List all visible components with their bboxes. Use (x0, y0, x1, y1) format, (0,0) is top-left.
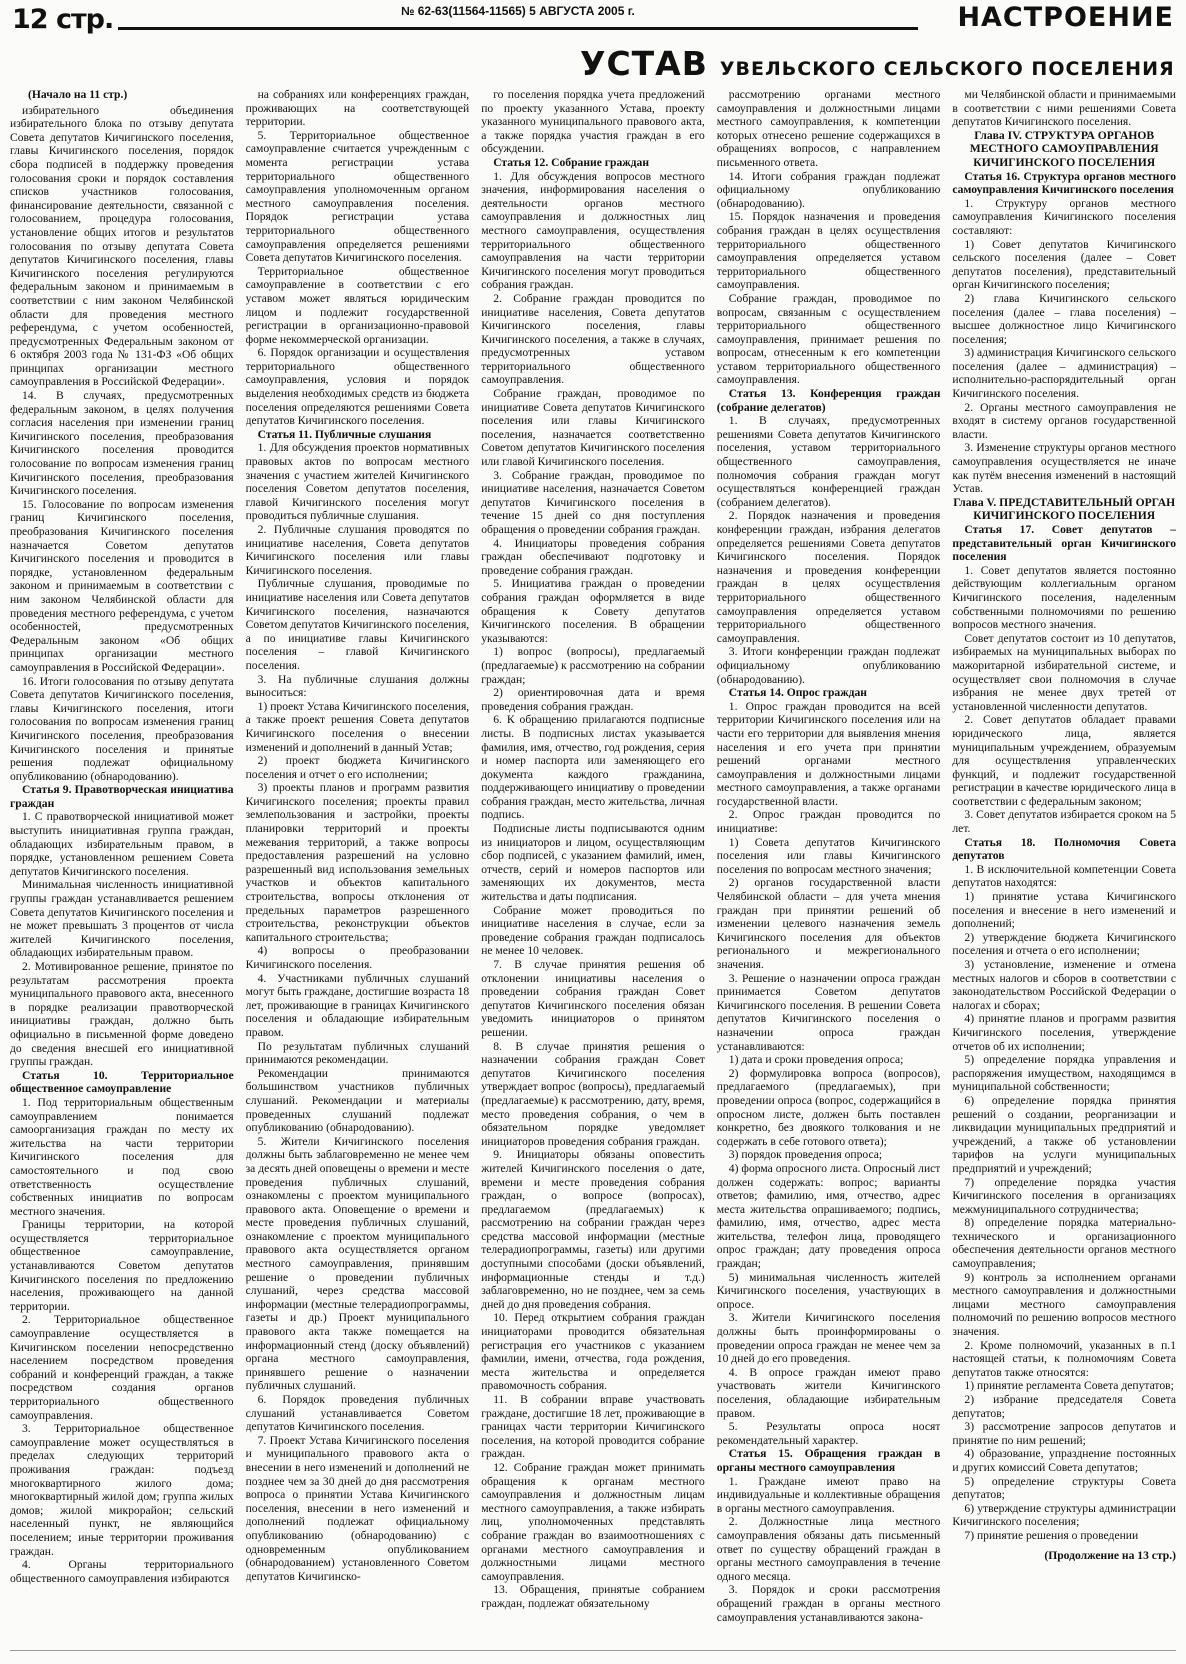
paragraph: 2. Порядок назначения и проведения конференции граждан, избрания делегатов определяется решениями Совета депутатов Кичигинского поселения. Порядок назначения и проведения конференции граждан в целях осуществления территориального общественного самоуправления определяется уставом территориального общественного самоуправления. (716, 509, 941, 645)
paragraph: 2. Совет депутатов обладает правами юридического лица, является муниципальным учреждением, образуемым для осуществления управленческих функций, и подлежит государственной регистрации в качестве юридического лица в соответствии с федеральным законом; (952, 713, 1176, 808)
paragraph: 2) ориентировочная дата и время проведения собрания граждан. (481, 686, 705, 713)
paragraph: 3. Порядок и сроки рассмотрения обращений граждан в органы местного самоуправления устанавливаются закона- (716, 1583, 941, 1624)
page-header (0, 0, 1186, 40)
paragraph: Территориальное общественное самоуправление в соответствии с его уставом может являться юридическим лицом и подлежит государственной регистрации в организационно-правовой форме некоммерческой организации. (245, 264, 470, 346)
header-rule (118, 27, 918, 30)
paragraph: 2. Органы местного самоуправления не входят в систему органов государственной власти. (952, 400, 1176, 441)
paragraph: 3) администрация Кичигинского сельского поселения (далее – администрация) – исполнительно-распорядительный орган Кичигинского поселения. (952, 346, 1176, 401)
paragraph: 5) определение структуры Совета депутатов; (952, 1474, 1176, 1502)
paragraph: 4. Органы территориального общественного самоуправления избираются (10, 1558, 234, 1585)
paragraph: 14. В случаях, предусмотренных федеральным законом, в целях получения согласия населения при изменении границ Кичигинского поселения, преобразования Кичигинского поселения проводится голосование по вопросам изменения границ Кичигинского поселения, преобразования Кичигинского поселения. (10, 389, 234, 498)
paragraph: 3. Жители Кичигинского поселения должны быть проинформированы о проведении опроса граждан не менее чем за 10 дней до его проведения. (716, 1311, 941, 1366)
paragraph: 2) проект бюджета Кичигинского поселения и отчет о его исполнении; (245, 754, 470, 781)
section-title: НАСТРОЕНИЕ (957, 2, 1174, 33)
paragraph: 5. Жители Кичигинского поселения должны быть заблаговременно не менее чем за десять дней оповещены о времени и месте проведения публичных слушаний, ознакомлены с проектом муниципального правового акта. Оповещение о времени и месте проведения публичных слушаний, ознакомление с проектом муниципального правового акта осуществляется органом местного самоуправления, принявшим решение о проведении публичных слушаний, через средства массовой информации (местные телерадиопрограммы, газеты и др.) Проект муниципального правового акта также помещается на информационный стенд (доску объявлений) органа местного самоуправления, принявшего решение о назначении публичных слушаний. (245, 1134, 470, 1393)
paragraph: избирательного объединения избирательного блока по отзыву депутата Совета депутатов Кичигинского поселения, главы Кичигинского поселения, порядок сбора подписей в поддержку проведения голосования сроки и порядок составления списков участников голосования, финансирование деятельности, связанной с голосованием, процедура голосования, установление общих итогов и результатов голосования по отзыву депутата Совета депутатов Кичигинского поселения, главы Кичигинского поселения регулируются федеральным законом и принимаемым в соответствии с ним законом Челябинской области для проведения местного референдума, с учетом особенностей, предусмотренных Федеральным законом от 6 октября 2003 года № 131-ФЗ «Об общих принципах организации местного самоуправления в Российской Федерации». (10, 103, 234, 389)
chapter-heading: Глава IV. СТРУКТУРА ОРГАНОВ МЕСТНОГО САМОУПРАВЛЕНИЯ КИЧИГИНСКОГО ПОСЕЛЕНИЯ (969, 128, 1159, 169)
paragraph: 1) вопрос (вопросы), предлагаемый (предлагаемые) к рассмотрению на собрании граждан; (481, 645, 705, 686)
paragraph: 8) определение порядка материально-технического и организационного обеспечения деятельности органов местного самоуправления; (952, 1216, 1176, 1271)
article-columns (10, 88, 1176, 1648)
text-column-4 (717, 88, 941, 1648)
paragraph: 12. Собрание граждан может принимать обращения к органам местного самоуправления и должностным лицам местного самоуправления, а также избирать лиц, уполномоченных представлять собрание граждан во взаимоотношениях с органами местного самоуправления и должностными лицами местного самоуправления. (481, 1460, 705, 1583)
paragraph: 7) определение порядка участия Кичигинского поселения в организациях межмуниципального сотрудничества; (952, 1175, 1176, 1216)
text-column-2 (246, 88, 470, 1648)
paragraph: 1. Структуру органов местного самоуправления Кичигинского поселения составляют: (952, 196, 1176, 237)
paragraph: 2. Мотивированное решение, принятое по результатам рассмотрения проекта муниципального правового акта, внесенного в порядке реализации правотворческой инициативы граждан, должно быть официально в письменной форме доведено до сведения внесшей его инициативной группы граждан. (10, 960, 234, 1069)
paragraph: 2) глава Кичигинского сельского поселения (далее – глава поселения) – высшее должностное лицо Кичигинского поселения; (952, 291, 1176, 346)
paragraph: 1. Для обсуждения вопросов местного значения, информирования населения о деятельности органов местного самоуправления и должностных лиц местного самоуправления, осуществления территориального общественного самоуправления на части территории Кичигинского поселения могут проводиться собрания граждан. (481, 169, 705, 292)
paragraph: 4. Инициаторы проведения собрания граждан обеспечивают подготовку и проведение собрания граждан. (481, 536, 705, 577)
paragraph: 1. Граждане имеют право на индивидуальные и коллективные обращения в органы местного самоуправления. (716, 1474, 941, 1515)
headline-rest: УВЕЛЬСКОГО СЕЛЬСКОГО ПОСЕЛЕНИЯ (719, 58, 1175, 80)
paragraph: 1) принятие устава Кичигинского поселения и внесение в него изменений и дополнений; (952, 890, 1176, 931)
article-headline (580, 44, 1176, 83)
article-heading: Статья 12. Собрание граждан (493, 155, 650, 169)
page-number: 12 стр. (12, 4, 114, 35)
paragraph: 3) установление, изменение и отмена местных налогов и сборов в соответствии с законодательством Российской Федерации о налогах и сборах; (952, 958, 1176, 1012)
paragraph: Собрание граждан, проводимое по инициативе Совета депутатов Кичигинского поселения или главы Кичигинского поселения, назначается соответственно Советом депутатов Кичигинского поселения или главой Кичигинского поселения. (481, 387, 705, 469)
paragraph: Границы территории, на которой осуществляется территориальное общественное самоуправление, устанавливаются Советом депутатов Кичигинского поселения по предложению населения, проживающего на данной территории. (10, 1218, 234, 1313)
text-column-3 (481, 88, 705, 1648)
paragraph: 3. Решение о назначении опроса граждан принимается Советом депутатов Кичигинского поселения. В решении Совета депутатов Кичигинского поселения о назначении опроса граждан устанавливаются: (716, 971, 941, 1053)
paragraph: 15. Порядок назначения и проведения собрания граждан в целях осуществления территориального общественного самоуправления определяется уставом территориального общественного самоуправления. (716, 210, 941, 292)
paragraph: 14. Итоги собрания граждан подлежат официальному опубликованию (обнародованию). (716, 169, 941, 210)
paragraph: 6) определение порядка принятия решений о создании, реорганизации и ликвидации муниципальных предприятий и учреждений, а также об установлении тарифов на услуги муниципальных предприятий и учреждений; (952, 1093, 1176, 1175)
paragraph: Минимальная численность инициативной группы граждан устанавливается решением Совета депутатов Кичигинского поселения и не может превышать 3 процентов от числа жителей Кичигинского поселения, обладающих избирательным правом. (10, 878, 234, 960)
article-heading: Статья 13. Конференция граждан (собрание делегатов) (716, 387, 941, 414)
paragraph: го поселения порядка учета предложений по проекту указанного Устава, проекту указанного муниципального правового акта, а также порядка участия граждан в его обсуждении. (481, 88, 705, 156)
paragraph: 3) порядок проведения опроса; (728, 1148, 883, 1162)
paragraph: 2) формулировка вопроса (вопросов), предлагаемого (предлагаемых), при проведении опроса (вопрос, содержащийся в опросном листе, должен быть поставлен конкретно, без двоякого толкования и не содержать в себе готового ответа); (716, 1066, 941, 1148)
paragraph: Подписные листы подписываются одним из инициаторов и лицом, осуществляющим сбор подписей, с указанием фамилий, имен, отчеств, серий и номеров паспортов или заменяющих их документов, места жительства и даты подписания. (481, 822, 705, 904)
paragraph: рассмотрению органами местного самоуправления и должностными лицами местного самоуправления, к компетенции которых отнесено решение содержащихся в обращениях вопросов, с направлением письменного ответа. (716, 88, 941, 169)
paragraph: 2. Публичные слушания проводятся по инициативе населения, Совета депутатов Кичигинского поселения или главы Кичигинского поселения. (245, 523, 470, 577)
paragraph: 1. Опрос граждан проводится на всей территории Кичигинского поселения или на части его территории для выявления мнения населения и его учета при принятии решений органами местного самоуправления и должностными лицами местного самоуправления, а также органами государственной власти. (716, 699, 941, 808)
paragraph: 10. Перед открытием собрания граждан инициаторами проводится обязательная регистрация его участников с указанием фамилии, имени, отчества, года рождения, места жительства и определяется правомочность собрания. (481, 1311, 705, 1393)
article-heading: Статья 15. Обращения граждан в органы местного самоуправления (716, 1447, 941, 1474)
paragraph: Совет депутатов состоит из 10 депутатов, избираемых на муниципальных выборах по мажоритарной избирательной системе, и осуществляет свои полномочия в случае избрания не менее двух третей от установленной численности депутатов. (952, 631, 1176, 713)
paragraph: 1. В случаях, предусмотренных решениями Совета депутатов Кичигинского поселения, уставом территориального общественного самоуправления, полномочия собрания граждан могут осуществляться конференцией граждан (собранием делегатов). (716, 414, 941, 509)
article-heading: Статья 14. Опрос граждан (728, 686, 867, 700)
paragraph: 6) утверждение структуры администрации Кичигинского поселения; (952, 1501, 1176, 1529)
text-column-5 (952, 88, 1176, 1648)
paragraph: Собрание граждан, проводимое по вопросам, связанным с осуществлением территориального общественного самоуправления, принимает решения по вопросам, отнесенным к его компетенции уставом территориального общественного самоуправления. (716, 291, 941, 387)
paragraph: 3. Итоги конференции граждан подлежат официальному опубликованию (обнародованию). (716, 645, 941, 686)
paragraph: 6. Порядок организации и осуществления территориального общественного самоуправления, условия и порядок выделения необходимых средств из бюджета поселения определяются решениями Совета депутатов Кичигинского поселения. (245, 346, 470, 428)
paragraph: По результатам публичных слушаний принимаются рекомендации. (245, 1039, 470, 1067)
paragraph: Рекомендации принимаются большинством участников публичных слушаний. Рекомендации и материалы проведенных слушаний подлежат опубликованию (обнародованию). (245, 1066, 470, 1135)
article-heading: Статья 11. Публичные слушания (257, 427, 432, 441)
paragraph: 3. Собрание граждан, проводимое по инициативе населения, назначается Советом депутатов Кичигинского поселения в течение 15 дней со дня поступления обращения о проведении собрания граждан. (481, 468, 705, 536)
paragraph: 3. Территориальное общественное самоуправление может осуществляться в пределах следующих территорий проживания граждан: подъезд многоквартирного жилого дома; многоквартирный жилой дом; группа жилых домов; жилой микрорайон; сельский населенный пункт, не являющийся поселением; иные территории проживания граждан. (10, 1422, 234, 1558)
article-heading: Статья 16. Структура органов местного самоуправления Кичигинского поселения (952, 169, 1176, 197)
paragraph: 3. Совет депутатов избирается сроком на 5 лет. (952, 808, 1176, 836)
paragraph: 6. Порядок проведения публичных слушаний устанавливается Советом депутатов Кичигинского поселения. (245, 1393, 470, 1434)
paragraph: 5. Территориальное общественное самоуправление считается учрежденным с момента регистрации устава территориального общественного самоуправления уполномоченным органом местного самоуправления поселения. Порядок регистрации устава территориального общественного самоуправления определяется решениями Совета депутатов Кичигинского поселения. (245, 128, 470, 265)
headline-main: УСТАВ (580, 44, 708, 83)
paragraph: 2) избрание председателя Совета депутатов; (952, 1393, 1176, 1420)
paragraph: 1) Совета депутатов Кичигинского поселения или главы Кичигинского поселения по вопросам местного значения; (716, 835, 941, 876)
paragraph: 4) принятие планов и программ развития Кичигинского поселения, утверждение отчетов об их исполнении; (952, 1012, 1176, 1053)
paragraph: 2) утверждение бюджета Кичигинского поселения и отчета о его исполнении; (952, 930, 1176, 958)
paragraph: 1. Под территориальным общественным самоуправлением понимается самоорганизация граждан по месту их жительства на части территории Кичигинского поселения для самостоятельного и под свою ответственность осуществление собственных инициатив по вопросам местного значения. (10, 1095, 234, 1218)
paragraph: на собраниях или конференциях граждан, проживающих на соответствующей территории. (245, 88, 470, 129)
paragraph: 3) проекты планов и программ развития Кичигинского поселения; проекты правил землепользования и застройки, проекты планировки территорий и проекты межевания территорий, а также вопросы предоставления разрешений на условно разрешенный вид использования земельных участков и объектов капитального строительства, вопросы отклонения от предельных параметров разрешенного строительства, реконструкции объектов капитального строительства; (245, 781, 470, 944)
paragraph: 2. Территориальное общественное самоуправление осуществляется в Кичигинском поселении непосредственно населением посредством проведения собраний и конференций граждан, а также посредством создания органов территориального общественного самоуправления. (10, 1313, 234, 1422)
paragraph: 1) Совет депутатов Кичигинского сельского поселения (далее – Совет депутатов поселения), представительный орган Кичигинского поселения; (952, 237, 1176, 292)
paragraph: 3. Изменение структуры органов местного самоуправления осуществляется не иначе как путём внесения изменений в настоящий Устав. (952, 441, 1176, 496)
paragraph: 3) рассмотрение запросов депутатов и принятие по ним решений; (952, 1420, 1176, 1447)
paragraph: 7. Проект Устава Кичигинского поселения и муниципального правового акта о внесении в него изменений и дополнений не позднее чем за 30 дней до дня рассмотрения вопроса о принятии Устава Кичигинского поселения, внесении в него изменений и дополнений подлежат официальному опубликованию (обнародованию) с одновременным опубликованием (обнародованием) установленного Советом депутатов Кичигинско- (245, 1433, 470, 1583)
paragraph: 1) принятие регламента Совета депутатов; (964, 1379, 1174, 1393)
paragraph: 2. Должностные лица местного самоуправления обязаны дать письменный ответ по существу обращений граждан в органы местного самоуправления в течение одного месяца. (716, 1515, 941, 1583)
paragraph: 3. На публичные слушания должны выноситься: (245, 672, 470, 700)
footer-rule (10, 1650, 1176, 1651)
paragraph: 2) органов государственной власти Челябинской области – для учета мнения граждан при принятии решений об изменении целевого назначения земель Кичигинского поселения для объектов регионального и межрегионального значения. (716, 876, 941, 971)
article-heading: Статья 10. Территориальное общественное самоуправление (10, 1068, 234, 1096)
continuation-note: (Продолжение на 13 стр.) (1044, 1548, 1176, 1562)
paragraph: 4) форма опросного листа. Опросный лист должен содержать: вопрос; варианты ответов; фамилию, имя, отчество, адрес места жительства опрашиваемого; подпись, фамилию, имя, отчество, адрес места жительства, телефон лица, проводящего опрос граждан; дату проведения опроса граждан; (716, 1161, 941, 1271)
paragraph: 7. В случае принятия решения об отклонении инициативы населения о проведении собрания граждан Совет депутатов Кичигинского поселения обязан уведомить инициаторов о принятом решении. (481, 958, 705, 1039)
paragraph: ми Челябинской области и принимаемыми в соответствии с ними решениями Совета депутатов Кичигинского поселения. (952, 88, 1176, 129)
paragraph: 5) минимальная численность жителей Кичигинского поселения, участвующих в опросе. (716, 1270, 941, 1311)
paragraph: 2. Опрос граждан проводится по инициативе: (716, 808, 941, 836)
paragraph: 4) вопросы о преобразовании Кичигинского поселения. (245, 944, 470, 971)
paragraph: 2. Кроме полномочий, указанных в п.1 настоящей статьи, к полномочиям Совета депутатов также относятся: (952, 1338, 1176, 1379)
text-column-1 (10, 88, 234, 1648)
paragraph: 4. В опросе граждан имеют право участвовать жители Кичигинского поселения, обладающие избирательным правом. (716, 1365, 941, 1420)
article-heading: Статья 9. Правотворческая инициатива граждан (10, 783, 234, 810)
paragraph: 1) проект Устава Кичигинского поселения, а также проект решения Совета депутатов Кичигинского поселения о внесении изменений и дополнений в данный Устав; (245, 699, 470, 754)
article-heading: Статья 17. Совет депутатов – представительный орган Кичигинского поселения (952, 523, 1176, 564)
chapter-heading: Глава V. ПРЕДСТАВИТЕЛЬНЫЙ ОРГАН КИЧИГИНСКОГО ПОСЕЛЕНИЯ (953, 495, 1176, 523)
paragraph: 6. К обращению прилагаются подписные листы. В подписных листах указывается фамилия, имя, отчество, год рождения, серия и номер паспорта или заменяющего его документа каждого гражданина, поддерживающего инициативу о проведении собрания граждан, место жительства, личная подпись. (481, 713, 705, 822)
paragraph: 1. С правотворческой инициативой может выступить инициативная группа граждан, обладающих избирательным правом, в порядке, установленном решением Совета депутатов Кичигинского поселения. (10, 810, 234, 878)
paragraph: 15. Голосование по вопросам изменения границ Кичигинского поселения, преобразования Кичигинского поселения назначается Советом депутатов Кичигинского поселения и проводится в порядке, установленном федеральным законом и принимаемым в соответствии с ним законом Челябинской области для проведения местного референдума, с учетом особенностей, предусмотренных Федеральным законом «Об общих принципах организации местного самоуправления в Российской Федерации». (10, 497, 234, 674)
paragraph: 4. Участниками публичных слушаний могут быть граждане, достигшие возраста 18 лет, проживающие в границах Кичигинского поселения и обладающие избирательным правом. (245, 971, 470, 1039)
paragraph: 1. Для обсуждения проектов нормативных правовых актов по вопросам местного значения с участием жителей Кичигинского поселения Советом депутатов поселения, главой Кичигинского поселения могут проводиться публичные слушания. (245, 441, 470, 523)
paragraph: 4) образование, упразднение постоянных и других комиссий Совета депутатов; (952, 1447, 1176, 1474)
paragraph: 9) контроль за исполнением органами местного самоуправления и должностными лицами местного самоуправления полномочий по решению вопросов местного значения. (952, 1270, 1176, 1339)
paragraph: Собрание может проводиться по инициативе населения в случае, если за проведение собрания граждан подписалось не менее 10 человек. (481, 903, 705, 958)
continuation-note: (Начало на 11 стр.) (28, 88, 128, 101)
paragraph: 5. Инициатива граждан о проведении собрания граждан оформляется в виде обращения к Совету депутатов Кичигинского поселения. В обращении указываются: (481, 577, 705, 645)
paragraph: 2. Собрание граждан проводится по инициативе населения, Совета депутатов Кичигинского поселения, главы Кичигинского поселения, а также в случаях, предусмотренных уставом территориального общественного самоуправления. (481, 291, 705, 387)
paragraph: 9. Инициаторы обязаны оповестить жителей Кичигинского поселения о дате, времени и месте проведения собрания граждан, о вопросе (вопросах), предлагаемом (предлагаемых) к рассмотрению на собрании граждан через средства массовой информации (местные телерадиопрограммы, газеты) или другими доступными способами (доски объявлений, информационные стенды и т.д.) заблаговременно, но не позднее, чем за семь дней до дня проведения собрания. (481, 1148, 705, 1311)
paragraph: 11. В собрании вправе участвовать граждане, достигшие 18 лет, проживающие в границах части территории Кичигинского поселения, на которой проводится собрание граждан. (481, 1393, 705, 1461)
article-heading: Статья 18. Полномочия Совета депутатов (952, 835, 1176, 863)
paragraph: 1. В исключительной компетенции Совета депутатов находятся: (952, 862, 1176, 890)
paragraph: 16. Итоги голосования по отзыву депутата Совета депутатов Кичигинского поселения, главы Кичигинского поселения, итоги голосования по вопросам изменения границ Кичигинского поселения, преобразования Кичигинского поселения и принятые решения подлежат официальному опубликованию (обнародованию). (10, 674, 234, 783)
paragraph: 7) принятие решения о проведении (964, 1528, 1139, 1542)
paragraph: 13. Обращения, принятые собранием граждан, подлежат обязательному (481, 1583, 705, 1610)
paragraph: 5. Результаты опроса носят рекомендательный характер. (716, 1420, 941, 1447)
paragraph: 1) дата и сроки проведения опроса; (728, 1053, 904, 1067)
paragraph: 5) определение порядка управления и распоряжения имуществом, находящимся в муниципальной собственности; (952, 1053, 1176, 1094)
paragraph: 1. Совет депутатов является постоянно действующим коллегиальным органом Кичигинского поселения, наделенным собственными полномочиями по решению вопросов местного значения. (952, 563, 1176, 632)
issue-info: № 62-63(11564-11565) 5 АВГУСТА 2005 г. (395, 4, 641, 18)
paragraph: Публичные слушания, проводимые по инициативе населения или Совета депутатов Кичигинского поселения, назначаются Советом депутатов Кичигинского поселения, а по инициативе главы Кичигинского поселения – главой Кичигинского поселения. (245, 577, 470, 672)
paragraph: 8. В случае принятия решения о назначении собрания граждан Совет депутатов Кичигинского поселения утверждает вопрос (вопросы), предлагаемый (предлагаемые) к рассмотрению, дату, время, место проведения собрания, о чем в обязательном порядке уведомляет инициаторов проведения собрания граждан. (481, 1039, 705, 1148)
